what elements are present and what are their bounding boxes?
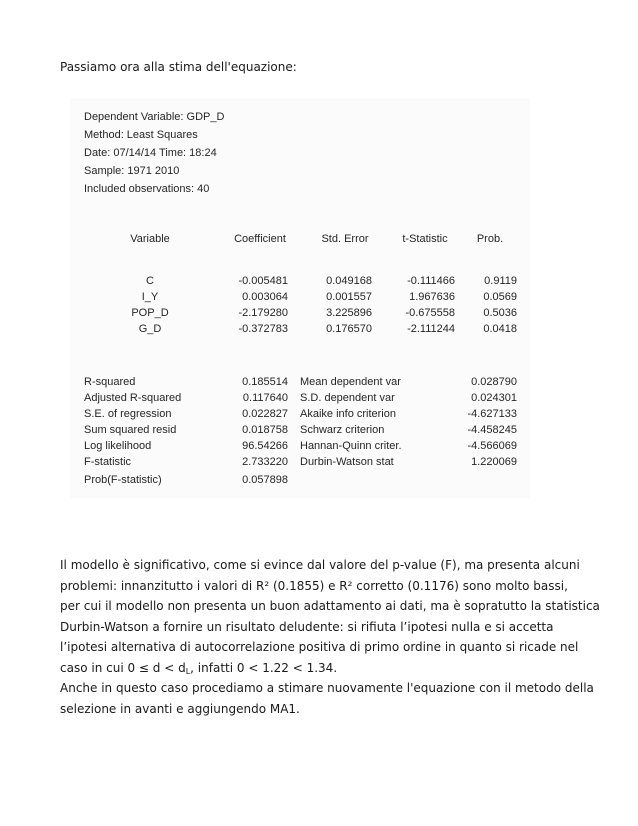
stat-label-right: Schwarz criterion (300, 424, 385, 436)
prob-value: 0.5036 (483, 307, 517, 319)
stat-value: 0.022827 (242, 408, 288, 420)
stat-value: 0.018758 (242, 424, 288, 436)
stat-label: S.E. of regression (84, 408, 172, 420)
stat-value-right: 1.220069 (471, 456, 517, 468)
stat-value: 0.117640 (242, 392, 288, 404)
stat-label: Adjusted R-squared (84, 392, 182, 404)
stat-value-right: 0.028790 (471, 376, 517, 388)
coefficient-value: -0.005481 (238, 275, 288, 287)
stat-value-right: 0.024301 (471, 392, 517, 404)
col-header-variable: Variable (130, 233, 170, 245)
t-stat-value: -0.111466 (407, 275, 455, 287)
col-header-std-error: Std. Error (321, 233, 369, 245)
paragraph-line: selezione in avanti e aggiungendo MA1. (60, 701, 300, 716)
regression-output (70, 98, 530, 498)
coefficient-value: 0.003064 (242, 291, 288, 303)
std-error-value: 0.001557 (326, 291, 372, 303)
stat-label: Prob(F-statistic) (84, 474, 162, 486)
stat-label: Log likelihood (84, 440, 152, 452)
stat-label: Sum squared resid (84, 424, 177, 436)
variable-name: POP_D (131, 307, 169, 319)
stat-label: R-squared (84, 376, 136, 388)
col-header-prob: Prob. (476, 233, 504, 245)
std-error-value: 0.176570 (326, 323, 372, 335)
col-header-t-statistic: t-Statistic (402, 233, 448, 245)
discussion-paragraph (60, 555, 600, 719)
col-header-coefficient: Coefficient (234, 233, 286, 245)
stat-value: 0.057898 (242, 474, 288, 486)
included-observations: Included observations: 40 (84, 183, 210, 195)
coefficient-value: -0.372783 (238, 323, 288, 335)
stat-value: 0.185514 (242, 376, 288, 388)
inequality-text: caso in cui 0 ≤ d < d (60, 660, 186, 675)
paragraph-line: per cui il modello non presenta un buon adattamento ai dati, ma è sopratutto la statistica (60, 599, 600, 613)
paragraph-line: Anche in questo caso procediamo a stimare nuovamente l'equazione con il metodo della (60, 681, 594, 695)
prob-value: 0.9119 (484, 275, 517, 287)
inequality-values: , infatti 0 < 1.22 < 1.34. (190, 660, 338, 675)
sample: Sample: 1971 2010 (84, 165, 180, 177)
stat-value-right: -4.627133 (467, 408, 517, 420)
stat-label-right: S.D. dependent var (300, 392, 395, 404)
stat-label-right: Hannan-Quinn criter. (300, 440, 402, 452)
std-error-value: 3.225896 (326, 307, 372, 319)
variable-name: C (146, 275, 154, 287)
variable-name: I_Y (141, 291, 159, 303)
paragraph-line: problemi: innanzitutto i valori di R² (0.1855) e R² corretto (0.1176) sono molto bassi, (60, 578, 568, 593)
method: Method: Least Squares (84, 129, 198, 141)
paragraph-line (60, 658, 600, 679)
variable-name: G_D (138, 323, 162, 335)
paragraph-line: Il modello è significativo, come si evince dal valore del p-value (F), ma presenta alcuni (60, 558, 580, 572)
subscript-l: L (185, 666, 191, 676)
intro-text: Passiamo ora alla stima dell'equazione: (60, 60, 297, 74)
dependent-variable: Dependent Variable: GDP_D (84, 111, 225, 123)
t-stat-value: 1.967636 (409, 291, 455, 303)
coefficient-value: -2.179280 (238, 307, 288, 319)
t-stat-value: -2.111244 (407, 323, 455, 335)
stat-value: 2.733220 (242, 456, 288, 468)
std-error-value: 0.049168 (326, 275, 372, 287)
stat-label: F-statistic (84, 456, 132, 468)
paragraph-line: Durbin-Watson a fornire un risultato deludente: si rifiuta l’ipotesi nulla e si accetta (60, 619, 554, 634)
stat-label-right: Durbin-Watson stat (300, 456, 394, 468)
prob-value: 0.0569 (483, 291, 517, 303)
stat-value-right: -4.566069 (467, 440, 517, 452)
date-time: Date: 07/14/14 Time: 18:24 (84, 147, 217, 159)
stat-value: 96.54266 (242, 440, 288, 452)
prob-value: 0.0418 (483, 323, 517, 335)
paragraph-line: l’ipotesi alternativa di autocorrelazione positiva di primo ordine in quanto si ricade nel (60, 640, 579, 654)
stat-label-right: Mean dependent var (300, 376, 401, 388)
stat-label-right: Akaike info criterion (300, 408, 396, 420)
stat-value-right: -4.458245 (467, 424, 517, 436)
t-stat-value: -0.675558 (405, 307, 455, 319)
